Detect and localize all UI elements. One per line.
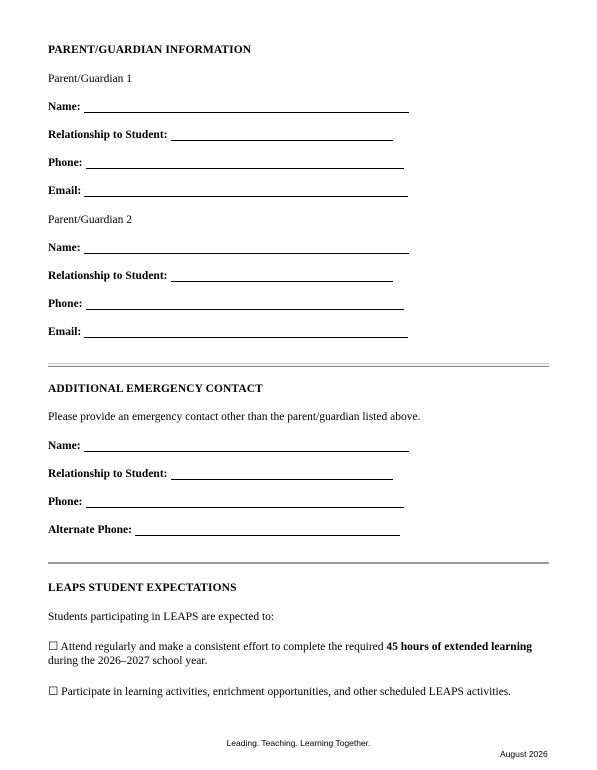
guardian1-relationship-input[interactable] [171,129,393,141]
section-divider [48,363,549,367]
guardian1-label: Parent/Guardian 1 [48,73,132,85]
guardian1-name-input[interactable] [84,101,409,113]
guardian2-email-field[interactable] [48,326,408,338]
emergency-name-input[interactable] [84,440,409,452]
emergency-alt-phone-field[interactable] [48,524,400,536]
expectation-item-1-suffix: during the 2026–2027 school year. [48,655,208,667]
guardian2-relationship-field[interactable] [48,270,393,282]
emergency-contact-heading: ADDITIONAL EMERGENCY CONTACT [48,383,263,395]
emergency-instruction: Please provide an emergency contact other than the parent/guardian listed above. [48,411,421,423]
emergency-relationship-field[interactable] [48,468,393,480]
emergency-phone-input[interactable] [86,496,404,508]
emergency-name-field[interactable] [48,440,409,452]
guardian1-phone-input[interactable] [86,157,404,169]
guardian1-relationship-field[interactable] [48,129,393,141]
section-divider [48,562,549,564]
field-label: Email: [48,185,82,197]
emergency-relationship-input[interactable] [171,468,393,480]
expectation-item-1-prefix: ☐ Attend regularly and make a consistent effort to complete the required [48,641,387,653]
field-label: Name: [48,242,81,254]
guardian2-name-field[interactable] [48,242,409,254]
field-label: Phone: [48,157,83,169]
expectation-item-2: ☐ Participate in learning activities, enrichment opportunities, and other scheduled LEAPS activities. [48,686,512,698]
field-label: Phone: [48,496,83,508]
guardian2-phone-field[interactable] [48,298,404,310]
field-label: Name: [48,440,81,452]
guardian1-email-input[interactable] [84,185,408,197]
guardian1-email-field[interactable] [48,185,408,197]
guardian2-name-input[interactable] [84,242,409,254]
guardian2-phone-input[interactable] [86,298,404,310]
guardian1-phone-field[interactable] [48,157,404,169]
field-label: Relationship to Student: [48,270,168,282]
expectations-heading: LEAPS STUDENT EXPECTATIONS [48,582,237,594]
expectations-intro: Students participating in LEAPS are expected to: [48,611,275,623]
field-label: Relationship to Student: [48,468,168,480]
field-label: Email: [48,326,82,338]
guardian1-name-field[interactable] [48,101,409,113]
footer-date: August 2026 [500,749,548,759]
guardian2-email-input[interactable] [84,326,408,338]
expectation-item-1 [48,640,549,668]
field-label: Relationship to Student: [48,129,168,141]
field-label: Name: [48,101,81,113]
footer-tagline: Leading. Teaching. Learning Together. [226,738,371,748]
field-label: Phone: [48,298,83,310]
emergency-phone-field[interactable] [48,496,404,508]
guardian2-label: Parent/Guardian 2 [48,214,132,226]
emergency-alt-phone-input[interactable] [135,524,400,536]
field-label: Alternate Phone: [48,524,132,536]
parent-guardian-heading: PARENT/GUARDIAN INFORMATION [48,44,252,56]
guardian2-relationship-input[interactable] [171,270,393,282]
expectation-item-1-bold: 45 hours of extended learning [386,641,533,653]
